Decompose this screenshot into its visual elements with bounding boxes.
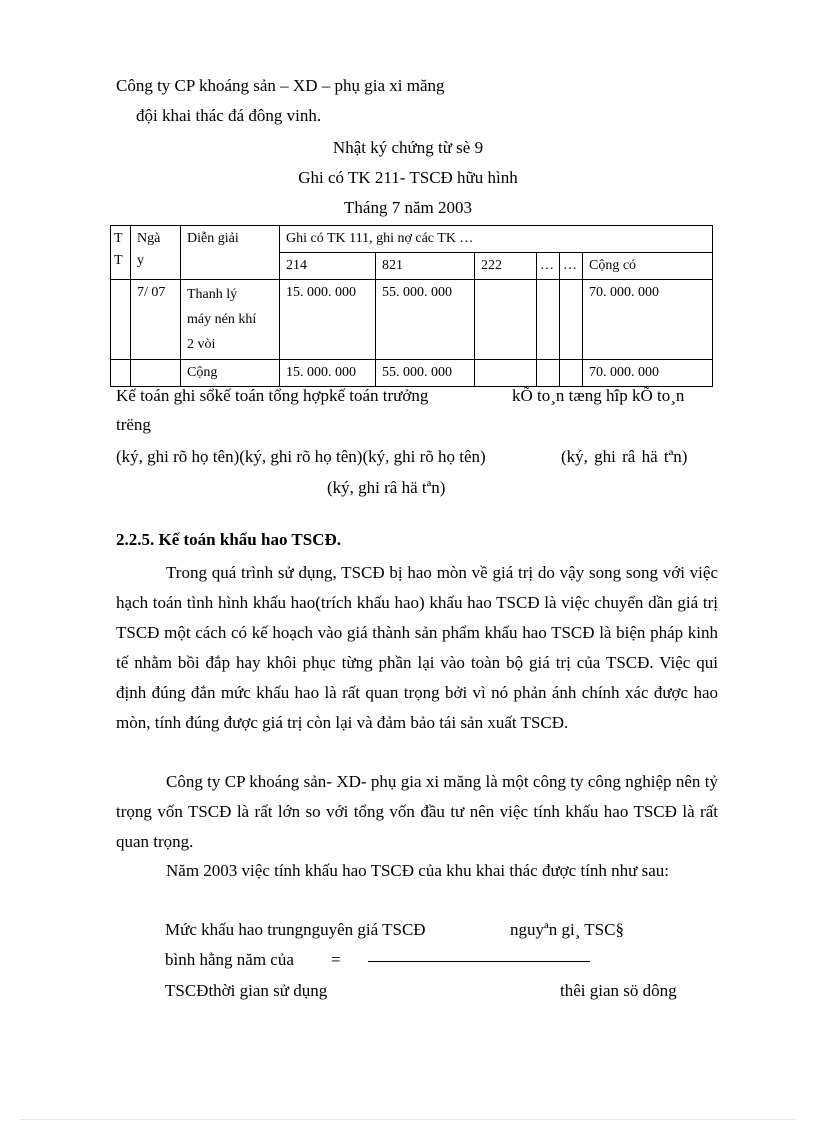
- formula-equals: =: [331, 950, 341, 969]
- header-col-214: 214: [280, 253, 376, 280]
- formula-denominator: thêi gian sö dông: [560, 981, 677, 1000]
- row2-description: Cộng: [181, 360, 280, 387]
- signature-instructions: (ký, ghi rõ họ tên)(ký, ghi rõ họ tên)(ký, ghi rõ họ tên): [116, 447, 486, 466]
- row1-col-821: 55. 000. 000: [376, 280, 475, 360]
- table-row: [111, 360, 713, 387]
- paragraph-company: Công ty CP khoáng sản- XD- phụ gia xi măng là một công ty công nghiệp nên tỷ trọng vốn TSCĐ là rất lớn so với tổng vốn đầu tư nên việc tính khấu hao TSCĐ là rất quan trọng.: [116, 772, 718, 851]
- signature-roles: Kế toán ghi sổkế toán tổng hợpkế toán trưởng: [116, 386, 429, 405]
- paragraph-depreciation: Trong quá trình sử dụng, TSCĐ bị hao mòn về giá trị do vậy song song với việc hạch toán tình hình khấu hao(trích khấu hao) khấu hao TSCĐ là việc chuyển dần giá trị TSCĐ một cách có kế hoạch vào giá thành sản phẩm khấu hao TSCĐ là biện pháp kinh tế nhằm bồi đắp hay khôi phục từng phần lại vào toàn bộ giá trị của TSCĐ. Việc qui định đúng đắn mức khấu hao là rất quan trọng bởi vì nó phản ánh chính xác được hao mòn, tính đúng được giá trị còn lại và đảm bảo tái sản xuất TSCĐ.: [116, 563, 718, 732]
- journal-subtitle: Ghi có TK 211- TSCĐ hữu hình: [298, 168, 518, 187]
- formula-label-1: Mức khấu hao trungnguyên giá TSCĐ: [165, 920, 426, 939]
- signature-roles-cont: trëng: [116, 415, 151, 434]
- company-name: Công ty CP khoáng sản – XD – phụ gia xi măng: [116, 76, 445, 95]
- row1-col-214: 15. 000. 000: [280, 280, 376, 360]
- fraction-bar: [368, 961, 590, 962]
- row2-col-total: 70. 000. 000: [583, 360, 713, 387]
- header-tt: T T: [111, 226, 131, 280]
- table-row: [111, 280, 713, 360]
- journal-title: Nhật ký chứng từ sè 9: [332, 138, 484, 157]
- header-col-ellipsis-2: …: [560, 253, 583, 280]
- signature-roles-garbled: kÕ to¸n tæng hîp kÕ to¸n: [512, 386, 685, 405]
- formula-label-2: bình hằng năm của: [165, 950, 294, 969]
- row2-col-214: 15. 000. 000: [280, 360, 376, 387]
- row1-date: 7/ 07: [131, 280, 181, 360]
- signature-instructions-garbled: (ký, ghi râ hä tªn): [561, 447, 688, 466]
- signature-instructions-last: (ký, ghi râ hä tªn): [327, 478, 446, 497]
- header-date: Ngà y: [131, 226, 181, 280]
- row2-col-821: 55. 000. 000: [376, 360, 475, 387]
- header-col-222: 222: [475, 253, 537, 280]
- row1-description: Thanh lý máy nén khí 2 vòi: [181, 280, 280, 360]
- unit-name: đội khai thác đá đông vinh.: [136, 106, 322, 125]
- journal-table: [110, 225, 713, 387]
- header-col-821: 821: [376, 253, 475, 280]
- header-col-ellipsis-1: …: [537, 253, 560, 280]
- page-border-dotted: [20, 1119, 796, 1120]
- formula-label-3: TSCĐthời gian sử dụng: [165, 981, 328, 1000]
- header-col-total: Cộng có: [583, 253, 713, 280]
- row1-col-total: 70. 000. 000: [583, 280, 713, 360]
- journal-period: Tháng 7 năm 2003: [344, 198, 472, 217]
- header-description: Diễn giải: [181, 226, 280, 280]
- header-credit-group: Ghi có TK 111, ghi nợ các TK …: [280, 226, 713, 253]
- section-heading: 2.2.5. Kế toán khấu hao TSCĐ.: [116, 530, 341, 549]
- paragraph-method: Năm 2003 việc tính khấu hao TSCĐ của khu khai thác được tính như sau:: [166, 861, 670, 880]
- formula-numerator: nguyªn gi¸ TSC§: [510, 920, 624, 939]
